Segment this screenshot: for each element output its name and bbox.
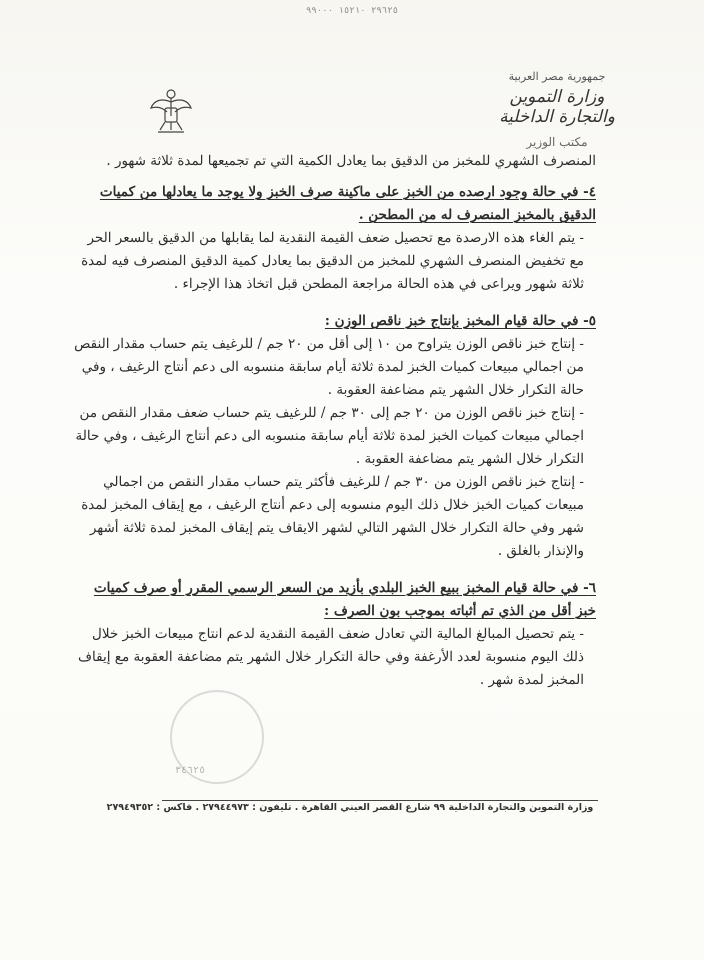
clause-5-item-2: - إنتاج خبز ناقص الوزن من ٢٠ جم إلى ٣٠ جم / للرغيف يتم حساب ضعف مقدار النقص من اجمالي مبيعات كميات الخبز لمدة ثلاثة أيام سابقة منسوبه الى دعم أنتاج الرغيف ، وفي حالة التكرار خلال الشهر يتم مضاعفة العقوبة . xyxy=(75,405,584,467)
stamp-number: ٣٤٦٢٥ xyxy=(175,765,206,776)
footer-address: وزارة التموين والتجارة الداخلية ٩٩ شارع القصر العيني القاهرة . تليفون : ٢٧٩٤٤٩٧٣ . فاكس : ٢٧٩٤٩٣٥٢ xyxy=(106,802,594,813)
clause-4-detail: - يتم الغاء هذه الارصدة مع تحصيل ضعف القيمة النقدية لما يقابلها من الدقيق بالسعر الحر مع تخفيض المنصرف الشهري للمخبز من الدقيق بما يعادل كمية الدقيق المنصرف فيه لمدة ثلاثة شهور ويراعى في هذه الحالة مراجعة المطحن قبل اتخاذ هذا الإجراء . xyxy=(81,230,584,292)
eagle-emblem-icon xyxy=(148,86,194,136)
ministry-letterhead xyxy=(482,70,632,149)
letter-body xyxy=(70,150,596,692)
clause-5-item-1: - إنتاج خبز ناقص الوزن يتراوح من ١٠ إلى أقل من ٢٠ جم / للرغيف يتم حساب مقدار النقص من اجمالي مبيعات كميات الخبز لمدة ثلاثة أيام سابقة منسوبه الى دعم أنتاج الرغيف ، وفي حالة التكرار خلال الشهر يتم مضاعفة العقوبة . xyxy=(74,336,584,398)
clause-5-item-3: - إنتاج خبز ناقص الوزن من ٣٠ جم / للرغيف فأكثر يتم حساب مقدار النقص من اجمالي مبيعات كميات الخبز خلال ذلك اليوم منسوبه إلى دعم أنتاج الرغيف ، مع إيقاف المخبز لمدة شهر وفي حالة التكرار خلال الشهر التالي لشهر الايقاف يتم إيقاف المخبز لمدة ثلاثة أشهر والإنذار بالغلق . xyxy=(81,474,584,559)
paragraph-continuation: المنصرف الشهري للمخبز من الدقيق بما يعادل الكمية التي تم تجميعها لمدة ثلاثة شهور . xyxy=(106,153,596,169)
clause-4-heading: ٤- في حالة وجود ارصده من الخبز على ماكينة صرف الخبز ولا يوجد ما يعادلها من كميات الدقيق بالمخبز المنصرف له من المطحن . xyxy=(99,184,596,223)
clause-5-heading: ٥- في حالة قيام المخبز بإنتاج خبز ناقص الوزن : xyxy=(324,313,596,329)
letterhead-ministry: وزارة التموين والتجارة الداخلية xyxy=(499,87,615,127)
letterhead-office: مكتب الوزير xyxy=(526,135,588,149)
clause-6-detail: - يتم تحصيل المبالغ المالية التي تعادل ضعف القيمة النقدية لدعم انتاج مبيعات الخبز خلال ذلك اليوم منسوبة لعدد الأرغفة وفي حالة التكرار خلال الشهر يتم مضاعفة العقوبة مع إيقاف المخبز لمدة شهر . xyxy=(78,626,584,688)
clause-6-heading: ٦- في حالة قيام المخبز ببيع الخبز البلدي بأزيد من السعر الرسمي المقرر أو صرف كميات خبز أقل من الذي تم أثباته بموجب بون الصرف : xyxy=(93,580,596,619)
scan-top-strip: ٢٩٦٢٥ ١٥٢١٠ ٩٩٠٠٠ xyxy=(305,6,399,16)
letterhead-country: جمهورية مصر العربية xyxy=(508,70,606,83)
footer-divider xyxy=(162,800,598,801)
